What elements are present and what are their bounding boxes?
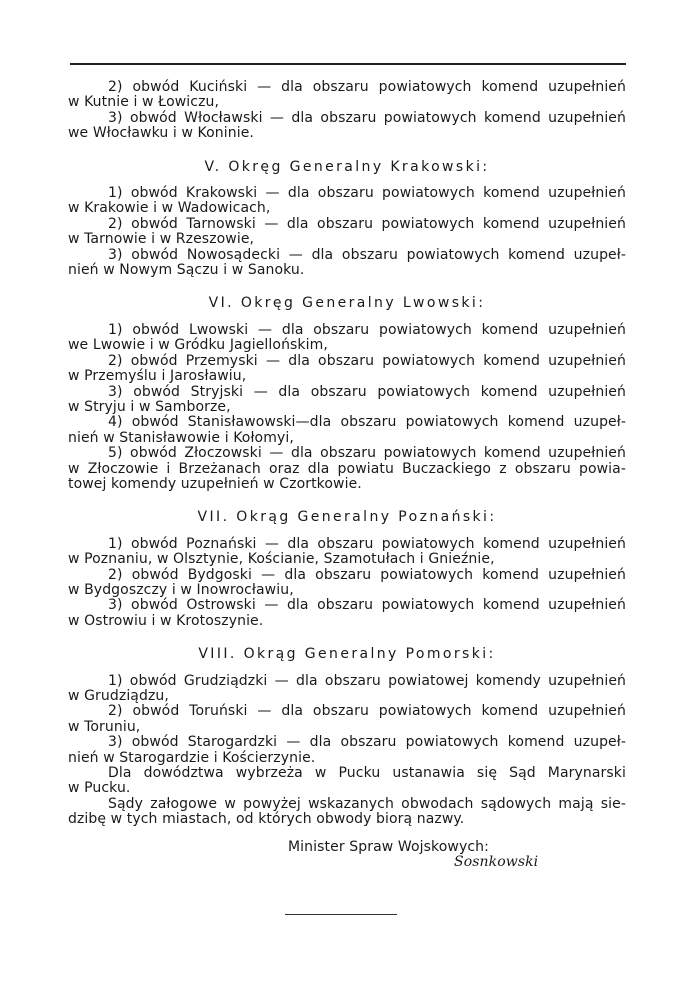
paragraph xyxy=(68,674,626,705)
paragraph xyxy=(68,354,626,385)
text-line: 3) obwód Ostrowski — dla obszaru powiatowych komend uzupełnień xyxy=(108,597,626,614)
paragraph xyxy=(68,80,626,111)
paragraph xyxy=(68,415,626,446)
text-line: 1) obwód Poznański — dla obszaru powiatowych komend uzupełnień xyxy=(108,535,626,552)
text-line: nień w Nowym Sączu i w Sanoku. xyxy=(68,262,305,279)
text-line: towej komendy uzupełnień w Czortkowie. xyxy=(68,475,362,492)
paragraph xyxy=(68,111,626,142)
paragraph xyxy=(68,323,626,354)
paragraph xyxy=(68,598,626,629)
text-line: 3) obwód Nowosądecki — dla obszaru powiatowych komend uzupeł- xyxy=(108,246,626,263)
text-line: Dla dowództwa wybrzeża w Pucku ustanawia się Sąd Marynarski xyxy=(108,765,626,782)
text-line: 2) obwód Przemyski — dla obszaru powiatowych komend uzupełnień xyxy=(108,352,626,369)
paragraph xyxy=(68,537,626,568)
text-line: w Pucku. xyxy=(68,780,131,797)
top-rule xyxy=(70,63,626,65)
text-line: dzibę w tych miastach, od których obwody biorą nazwy. xyxy=(68,811,465,828)
signature-title: Minister Spraw Wojskowych: xyxy=(288,838,489,855)
text-line: w Toruniu, xyxy=(68,718,141,735)
text-line: w Ostrowiu i w Krotoszynie. xyxy=(68,612,264,629)
text-line: 1) obwód Lwowski — dla obszaru powiatowych komend uzupełnień xyxy=(108,321,626,338)
text-line: w Krakowie i w Wadowicach, xyxy=(68,200,271,217)
text-line: w Tarnowie i w Rzeszowie, xyxy=(68,231,255,248)
text-line: 3) obwód Starogardzki — dla obszaru powiatowych komend uzupeł- xyxy=(108,734,626,751)
paragraph xyxy=(68,385,626,416)
text-line: 5) obwód Złoczowski — dla obszaru powiatowych komend uzupełnień xyxy=(108,445,626,462)
section-heading: VIII. Okrąg Generalny Pomorski: xyxy=(198,646,496,663)
text-line: 1) obwód Krakowski — dla obszaru powiatowych komend uzupełnień xyxy=(108,185,626,202)
text-line: 2) obwód Bydgoski — dla obszaru powiatowych komend uzupełnień xyxy=(108,566,626,583)
paragraph xyxy=(68,186,626,217)
section-7 xyxy=(68,510,626,629)
signature-block xyxy=(68,840,626,871)
text-line: Sądy załogowe w powyżej wskazanych obwodach sądowych mają sie- xyxy=(108,795,626,812)
paragraph xyxy=(68,735,626,766)
paragraph xyxy=(68,568,626,599)
signature-name: Sosnkowski xyxy=(454,854,539,871)
text-line: 2) obwód Kuciński — dla obszaru powiatowych komend uzupełnień xyxy=(108,79,626,95)
paragraph xyxy=(68,704,626,735)
text-line: 2) obwód Tarnowski — dla obszaru powiatowych komend uzupełnień xyxy=(108,215,626,232)
text-line: w Grudziądzu, xyxy=(68,688,169,704)
document-body xyxy=(68,80,626,870)
bottom-rule xyxy=(285,914,397,915)
text-line: nień w Stanisławowie i Kołomyi, xyxy=(68,429,294,446)
section-heading: VI. Okręg Generalny Lwowski: xyxy=(208,295,486,312)
section-6 xyxy=(68,296,626,492)
section-8 xyxy=(68,647,626,827)
paragraph xyxy=(68,248,626,279)
text-line: 2) obwód Toruński — dla obszaru powiatowych komend uzupełnień xyxy=(108,703,626,720)
text-line: w Poznaniu, w Olsztynie, Kościanie, Szamotułach i Gnieźnie, xyxy=(68,551,495,568)
text-line: 4) obwód Stanisławowski—dla obszaru powiatowych komend uzupeł- xyxy=(108,414,626,431)
text-line: we Lwowie i w Gródku Jagiellońskim, xyxy=(68,337,328,354)
paragraph xyxy=(68,797,626,828)
section-5 xyxy=(68,160,626,279)
text-line: 3) obwód Stryjski — dla obszaru powiatowych komend uzupełnień xyxy=(108,383,626,400)
text-line: w Przemyślu i Jarosławiu, xyxy=(68,368,247,385)
text-line: 1) obwód Grudziądzki — dla obszaru powiatowej komendy uzupełnień xyxy=(108,672,626,689)
paragraph xyxy=(68,446,626,492)
text-line: w Złoczowie i Brzeżanach oraz dla powiatu Buczackiego z obszaru powia- xyxy=(68,460,626,477)
paragraph xyxy=(68,766,626,797)
text-line: 3) obwód Włocławski — dla obszaru powiatowych komend uzupełnień xyxy=(108,109,626,126)
section-heading: VII. Okrąg Generalny Poznański: xyxy=(197,509,497,526)
text-line: we Włocławku i w Koninie. xyxy=(68,125,254,142)
paragraph xyxy=(68,217,626,248)
section-4-continuation xyxy=(68,80,626,142)
text-line: nień w Starogardzie i Kościerzynie. xyxy=(68,749,316,766)
text-line: w Bydgoszczy i w Inowrocławiu, xyxy=(68,581,294,598)
section-heading: V. Okręg Generalny Krakowski: xyxy=(204,158,490,175)
text-line: w Stryju i w Samborze, xyxy=(68,398,231,415)
text-line: w Kutnie i w Łowiczu, xyxy=(68,94,220,111)
